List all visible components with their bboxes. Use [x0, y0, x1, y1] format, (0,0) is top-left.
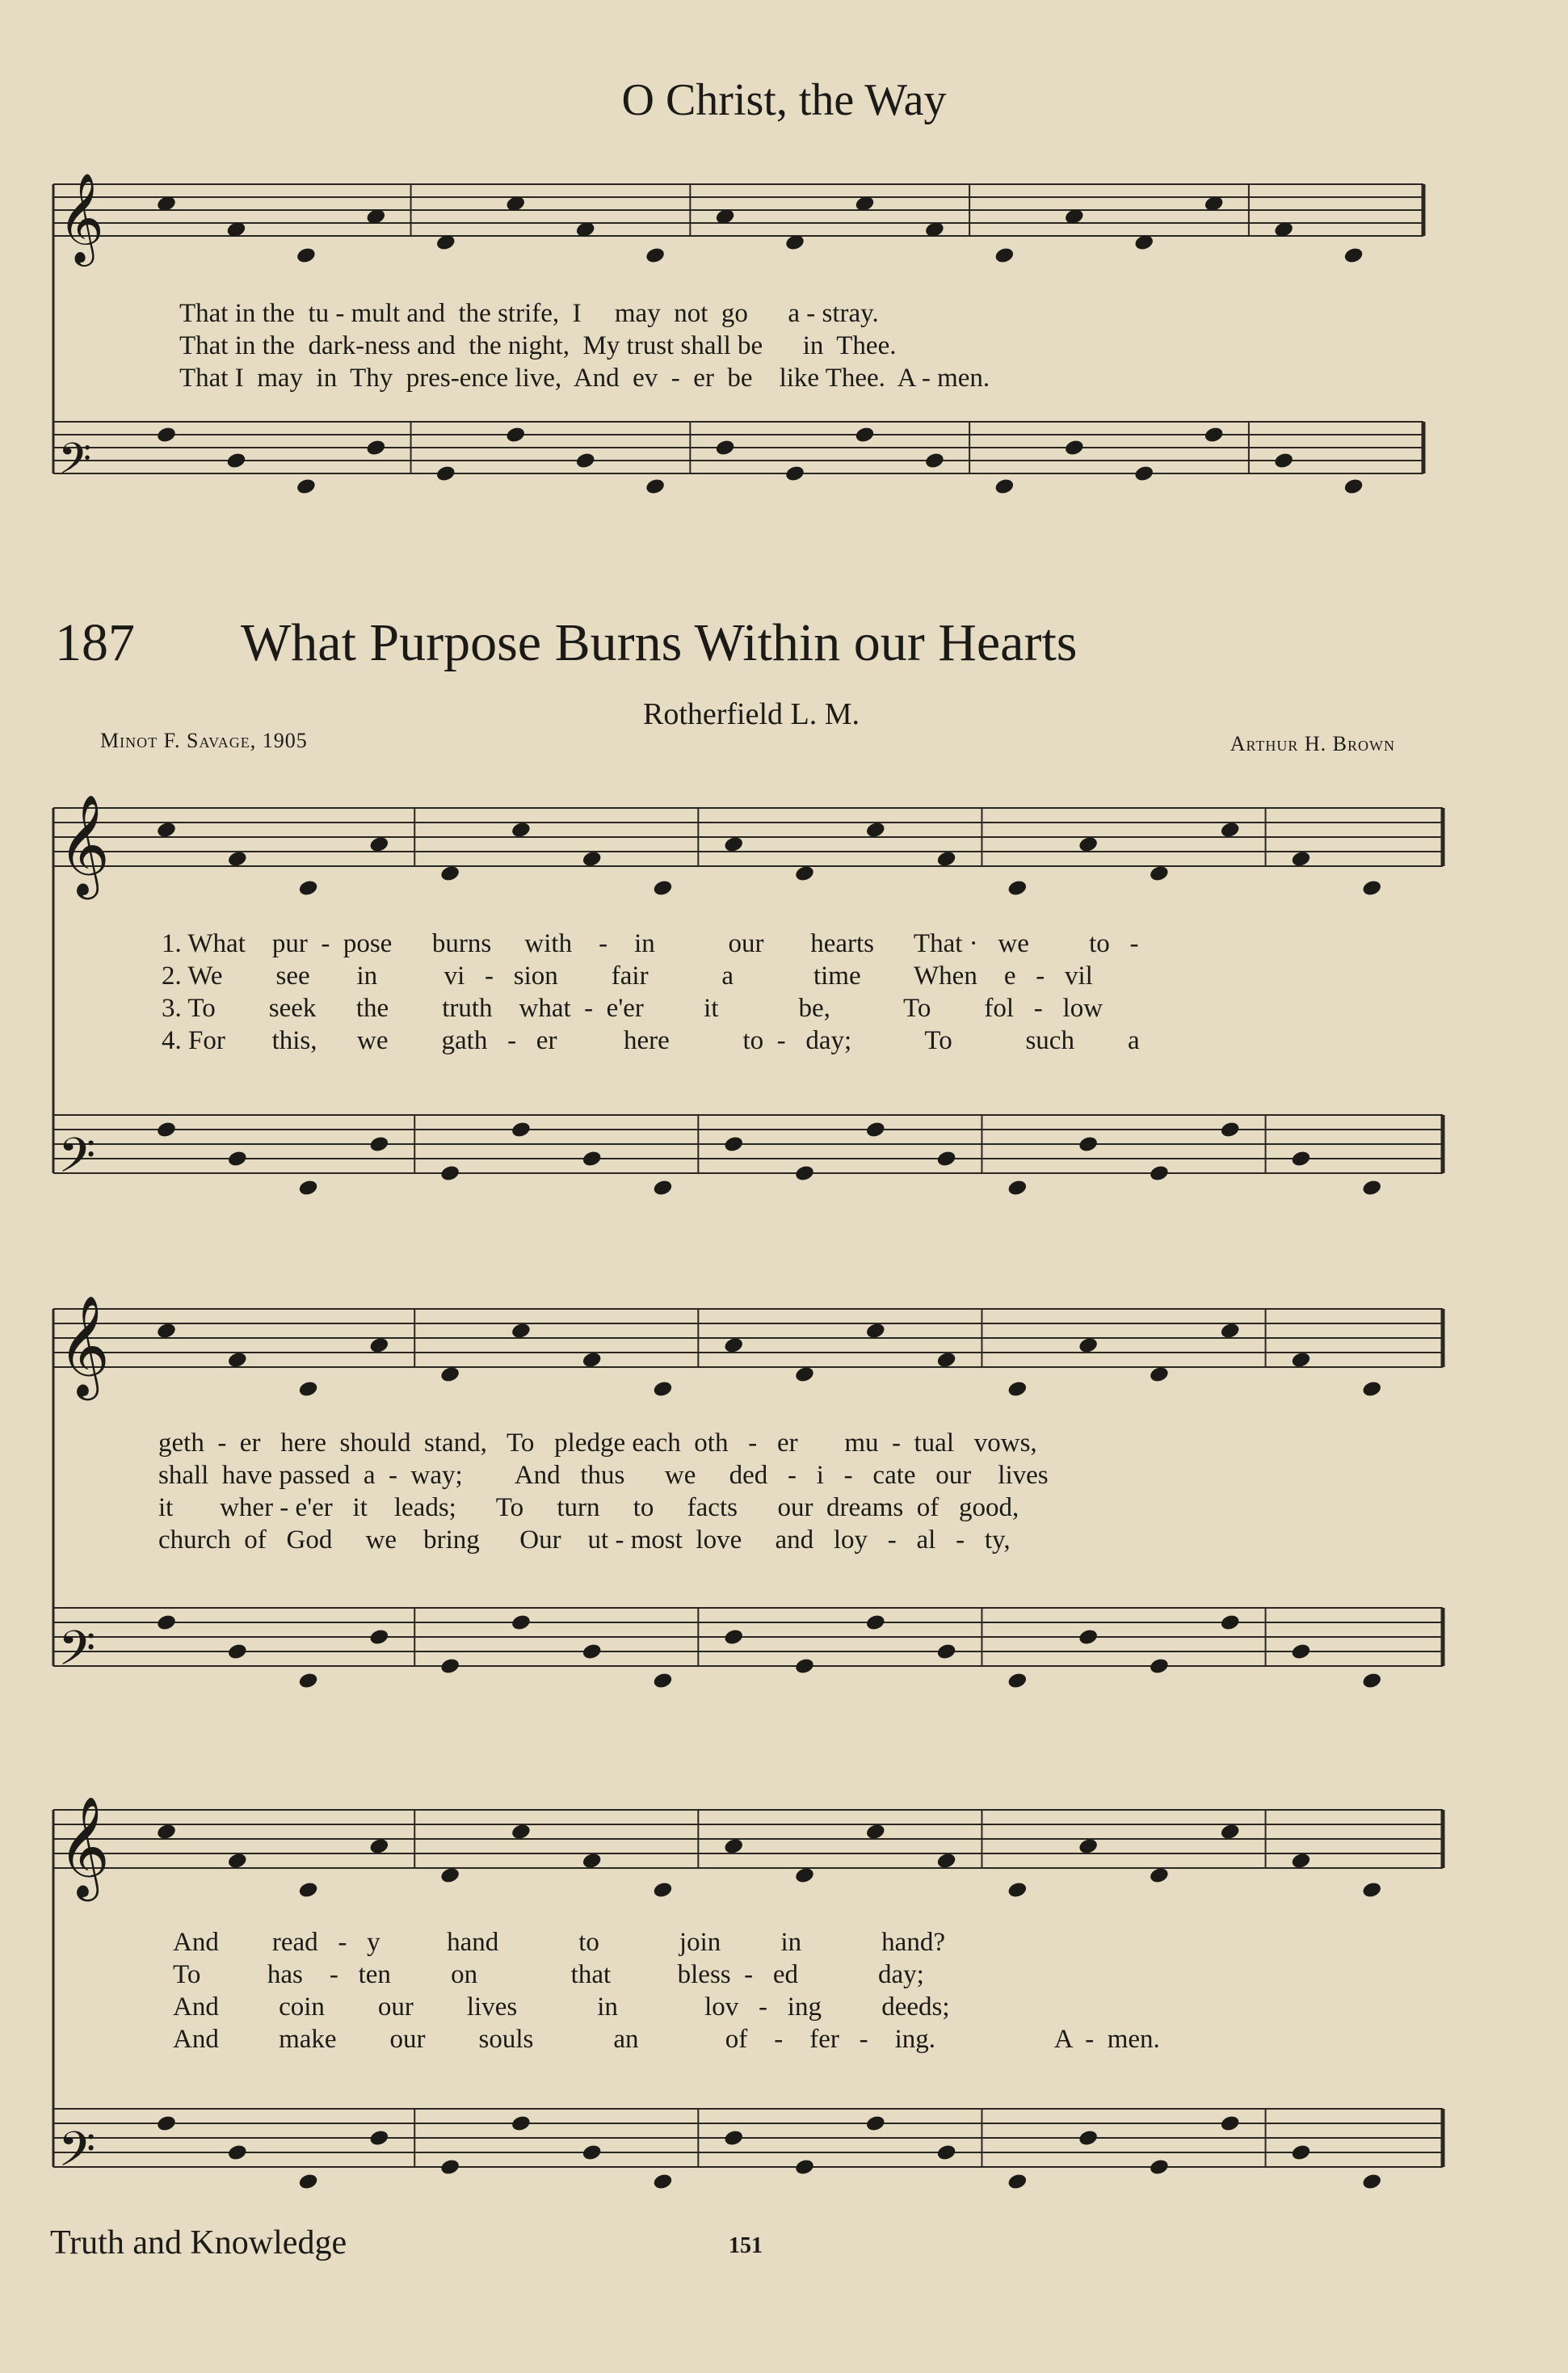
clef-glyph: 𝄢	[58, 1620, 96, 1688]
note-head	[935, 1351, 956, 1370]
note-head	[865, 1823, 886, 1841]
lyric-line: And make our souls an of - fer - ing. A - men.	[173, 2025, 1160, 2054]
note-head	[1149, 865, 1170, 883]
note-head	[723, 1135, 744, 1154]
clef-glyph: 𝄢	[58, 2121, 96, 2189]
note-head	[1149, 1866, 1170, 1885]
author-credit: Minot F. Savage, 1905	[100, 729, 308, 752]
note-head	[652, 879, 673, 898]
hymn-top-title: O Christ, the Way	[621, 75, 947, 125]
note-head	[865, 821, 886, 839]
clef-glyph: 𝄞	[58, 794, 110, 895]
note-head	[582, 850, 603, 869]
hymn-number: 187	[55, 613, 135, 672]
note-head	[723, 1837, 744, 1856]
note-head	[439, 865, 460, 883]
note-head	[1149, 1657, 1170, 1676]
note-head	[511, 2114, 532, 2133]
note-head	[1361, 1179, 1382, 1197]
lyric-line: 4. For this, we gath - er here to - day; To such a	[162, 1026, 1140, 1055]
note-head	[582, 1150, 603, 1168]
note-head	[723, 2129, 744, 2148]
note-head	[156, 426, 177, 444]
note-head	[1220, 1823, 1241, 1841]
note-head	[582, 1852, 603, 1870]
note-head	[935, 2144, 956, 2162]
note-head	[794, 1866, 815, 1885]
note-head	[1361, 1881, 1382, 1900]
note-head	[227, 850, 248, 869]
note-head	[439, 1164, 460, 1183]
note-head	[297, 1881, 318, 1900]
note-head	[365, 439, 386, 457]
note-head	[1220, 1322, 1241, 1340]
note-head	[935, 1150, 956, 1168]
lyric-line: And read - y hand to join in hand?	[173, 1928, 945, 1957]
note-head	[511, 821, 532, 839]
note-head	[368, 1135, 389, 1154]
note-head	[865, 1322, 886, 1340]
note-head	[794, 865, 815, 883]
note-head	[1078, 1837, 1099, 1856]
note-head	[1007, 879, 1028, 898]
lyric-line: 1. What pur - pose burns with - in our hearts That · we to -	[162, 929, 1139, 958]
note-head	[1343, 246, 1364, 265]
note-head	[1149, 2158, 1170, 2177]
note-head	[1078, 1628, 1099, 1647]
note-head	[156, 1121, 177, 1139]
note-head	[368, 1837, 389, 1856]
note-head	[227, 1150, 248, 1168]
lyric-line: 2. We see in vi - sion fair a time When e - vil	[162, 961, 1093, 991]
note-head	[156, 2114, 177, 2133]
note-head	[1204, 426, 1225, 444]
note-head	[865, 1614, 886, 1632]
lyric-line: 3. To seek the truth what - e'er it be, To fol - low	[162, 994, 1103, 1023]
lyric-line: church of God we bring Our ut - most love and loy - al - ty,	[158, 1525, 1011, 1555]
note-head	[1220, 2114, 1241, 2133]
lyric-line: That I may in Thy pres-ence live, And ev - er be like Thee. A - men.	[179, 364, 990, 393]
note-head	[1149, 1365, 1170, 1384]
note-head	[511, 1322, 532, 1340]
note-head	[296, 478, 317, 496]
note-head	[1290, 1852, 1311, 1870]
note-head	[723, 1628, 744, 1647]
note-head	[1361, 2173, 1382, 2191]
composer-credit: Arthur H. Brown	[1230, 732, 1395, 755]
note-head	[723, 835, 744, 854]
note-head	[1064, 439, 1085, 457]
note-head	[156, 1614, 177, 1632]
note-head	[1343, 478, 1364, 496]
lyric-line: geth - er here should stand, To pledge each oth - er mu - tual vows,	[158, 1428, 1037, 1458]
note-head	[794, 1657, 815, 1676]
lyric-line: it wher - e'er it leads; To turn to facts our dreams of good,	[158, 1493, 1019, 1522]
note-head	[652, 1179, 673, 1197]
note-head	[582, 1351, 603, 1370]
note-head	[1290, 1150, 1311, 1168]
note-head	[652, 1672, 673, 1690]
page-number: 151	[729, 2233, 763, 2258]
note-head	[935, 1852, 956, 1870]
lyric-line: That in the dark-ness and the night, My trust shall be in Thee.	[179, 331, 897, 360]
lyric-line: That in the tu - mult and the strife, I may not go a - stray.	[179, 299, 879, 328]
note-head	[1007, 1380, 1028, 1399]
note-head	[935, 1643, 956, 1661]
note-head	[227, 1643, 248, 1661]
note-head	[575, 452, 596, 470]
lyric-line: To has - ten on that bless - ed day;	[173, 1960, 924, 1989]
note-head	[994, 246, 1015, 265]
clef-glyph: 𝄢	[58, 435, 92, 494]
hymn-title: What Purpose Burns Within our Hearts	[241, 613, 1078, 672]
note-head	[439, 1657, 460, 1676]
note-head	[297, 2173, 318, 2191]
note-head	[1220, 821, 1241, 839]
note-head	[1149, 1164, 1170, 1183]
note-head	[368, 1336, 389, 1355]
note-head	[994, 478, 1015, 496]
note-head	[784, 465, 805, 483]
note-head	[652, 1881, 673, 1900]
note-head	[511, 1823, 532, 1841]
note-head	[1078, 2129, 1099, 2148]
note-head	[794, 1365, 815, 1384]
note-head	[435, 465, 456, 483]
note-head	[1220, 1614, 1241, 1632]
note-head	[935, 850, 956, 869]
note-head	[652, 1380, 673, 1399]
note-head	[1007, 1672, 1028, 1690]
note-head	[439, 1365, 460, 1384]
note-head	[1007, 1179, 1028, 1197]
note-head	[794, 2158, 815, 2177]
note-head	[714, 439, 735, 457]
note-head	[1007, 2173, 1028, 2191]
note-head	[297, 1179, 318, 1197]
clef-glyph: 𝄢	[58, 1127, 96, 1195]
section-footer: Truth and Knowledge	[50, 2224, 347, 2262]
note-head	[368, 835, 389, 854]
note-head	[156, 1322, 177, 1340]
tune-name: Rotherfield L. M.	[642, 697, 860, 731]
note-head	[1078, 1135, 1099, 1154]
note-head	[1220, 1121, 1241, 1139]
note-head	[1078, 1336, 1099, 1355]
note-head	[865, 2114, 886, 2133]
note-head	[511, 1121, 532, 1139]
note-head	[505, 426, 526, 444]
clef-glyph: 𝄞	[58, 1796, 110, 1897]
note-head	[854, 426, 875, 444]
note-head	[1290, 850, 1311, 869]
note-head	[156, 821, 177, 839]
note-head	[297, 1380, 318, 1399]
note-head	[227, 2144, 248, 2162]
note-head	[723, 1336, 744, 1355]
note-head	[1007, 1881, 1028, 1900]
note-head	[156, 1823, 177, 1841]
note-head	[511, 1614, 532, 1632]
clef-glyph: 𝄞	[58, 172, 104, 263]
note-head	[297, 1672, 318, 1690]
note-head	[645, 478, 666, 496]
note-head	[1133, 465, 1154, 483]
note-head	[368, 2129, 389, 2148]
note-head	[1290, 2144, 1311, 2162]
note-head	[1273, 452, 1294, 470]
clef-glyph: 𝄞	[58, 1295, 110, 1396]
note-head	[1361, 1380, 1382, 1399]
note-head	[225, 452, 246, 470]
note-head	[297, 879, 318, 898]
note-head	[439, 1866, 460, 1885]
note-head	[1290, 1351, 1311, 1370]
note-head	[1078, 835, 1099, 854]
note-head	[582, 2144, 603, 2162]
note-head	[227, 1351, 248, 1370]
lyric-line: shall have passed a - way; And thus we ded - i - cate our lives	[158, 1461, 1049, 1490]
note-head	[865, 1121, 886, 1139]
note-head	[582, 1643, 603, 1661]
note-head	[794, 1164, 815, 1183]
note-head	[645, 246, 666, 265]
note-head	[1290, 1643, 1311, 1661]
note-head	[296, 246, 317, 265]
note-head	[924, 452, 945, 470]
note-head	[1361, 1672, 1382, 1690]
note-head	[368, 1628, 389, 1647]
lyric-line: And coin our lives in lov - ing deeds;	[173, 1992, 950, 2022]
note-head	[227, 1852, 248, 1870]
note-head	[652, 2173, 673, 2191]
note-head	[439, 2158, 460, 2177]
note-head	[1361, 879, 1382, 898]
